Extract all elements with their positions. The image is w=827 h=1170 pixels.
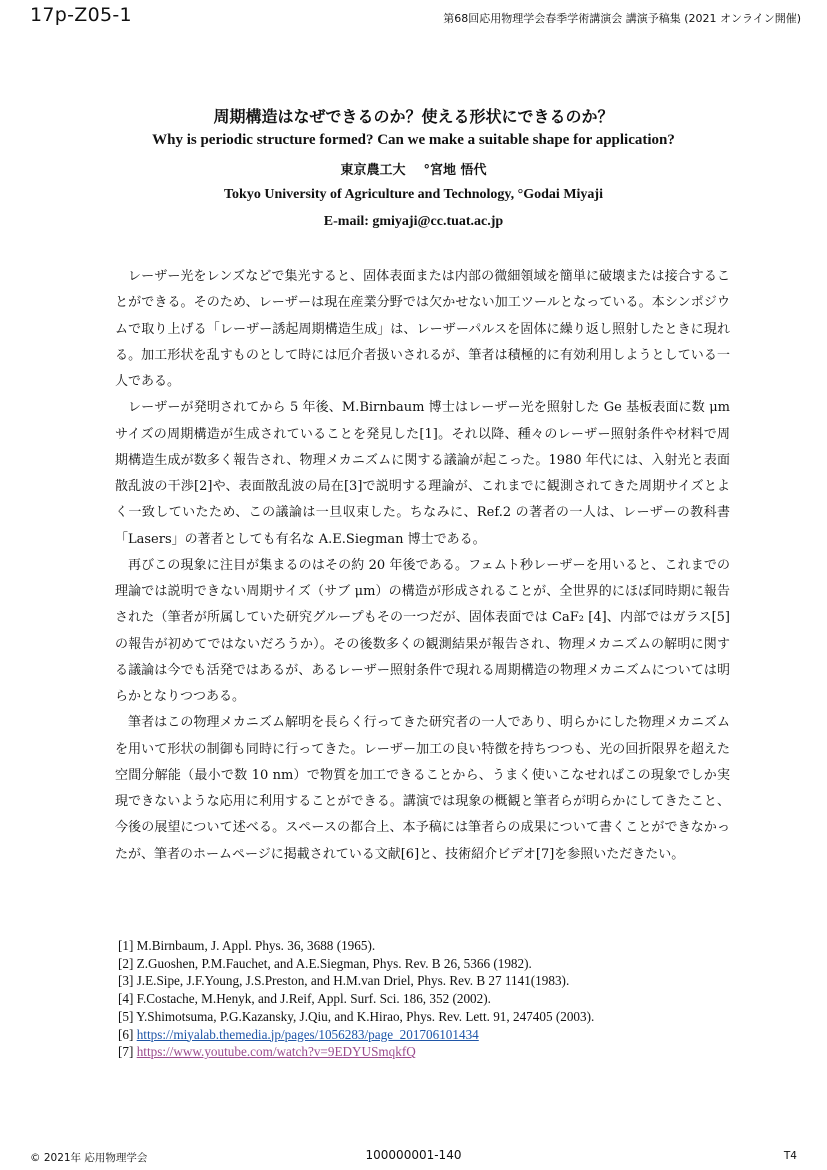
affiliation-jp: 東京農工大: [340, 163, 406, 178]
reference-item: [1] M.Birnbaum, J. Appl. Phys. 36, 3688 (1965).: [118, 938, 376, 953]
email: E-mail: gmiyaji@cc.tuat.ac.jp: [323, 214, 504, 229]
paragraph: レーザー光をレンズなどで集光すると、固体表面または内部の微細領域を簡単に破壊または接合することができる。そのため、レーザーは現在産業分野では欠かせない加工ツールとなっている。本シンポジウムで取り上げる「レーザー誘起周期構造生成」は、レーザーパルスを固体に繰り返し照射したときに現れる。加工形状を乱すものとして時には厄介者扱いされるが、筆者は積極的に有効利用しようとしている一人である。: [115, 269, 730, 389]
track-label: T4: [783, 1150, 797, 1162]
reference-item: [2] Z.Guoshen, P.M.Fauchet, and A.E.Siegman, Phys. Rev. B 26, 5366 (1982).: [118, 955, 532, 971]
title-english: Why is periodic structure formed? Can we make a suitable shape for application?: [152, 132, 675, 148]
document-number: 100000001-140: [365, 1148, 462, 1162]
affiliation-english: Tokyo University of Agriculture and Technology, °Godai Miyaji: [224, 187, 603, 202]
reference-list: [118, 937, 738, 1061]
title-japanese: 周期構造はなぜできるのか？使える形状にできるのか？: [213, 107, 614, 126]
reference-item: [118, 1026, 738, 1044]
paragraph: 再びこの現象に注目が集まるのはその約 20 年後である。フェムト秒レーザーを用いると、これまでの理論では説明できない周期サイズ（サブ μm）の構造が形成されることが、全世界的にほぼ同時期に報告された（筆者が所属していた研究グループもその一つだが、固体表面では CaF₂ [4]、内部ではガラス[5]の報告が初めてではないだろうか）。その後数多くの観測結果が報告され、物理メカニズムの解明に関する議論は今でも活発ではあるが、あるレーザー照射条件で現れる周期構造の物理メカニズムについては明らかとなりつつある。: [115, 557, 730, 704]
reference-number: [7]: [118, 1044, 134, 1060]
conference-name: 第68回応用物理学会春季学術講演会 講演予稿集 (2021 オンライン開催): [443, 12, 801, 25]
reference-item: [4] F.Costache, M.Henyk, and J.Reif, Appl. Surf. Sci. 186, 352 (2002).: [118, 991, 491, 1007]
author-name-jp: °宮地 悟代: [423, 163, 487, 178]
reference-number: [6]: [118, 1026, 134, 1042]
authors-japanese: [0, 159, 827, 178]
body-text: [115, 264, 730, 868]
homepage-link[interactable]: https://miyalab.themedia.jp/pages/1056283/page_201706101434: [136, 1026, 479, 1042]
reference-item: [118, 1043, 738, 1061]
paragraph: 筆者はこの物理メカニズム解明を長らく行ってきた研究者の一人であり、明らかにした物理メカニズムを用いて形状の制御も同時に行ってきた。レーザー加工の良い特徴を持ちつつも、光の回折限界を超えた空間分解能（最小で数 10 nm）で物質を加工できることから、うまく使いこなせればこの現象でしか実現できないような応用に利用することができる。講演では現象の概観と筆者らが明らかにしてきたこと、今後の展望について述べる。スペースの都合上、本予稿には筆者らの成果について書くことができなかったが、筆者のホームページに掲載されている文献[6]と、技術紹介ビデオ[7]を参照いただきたい。: [115, 715, 730, 862]
paper-id: 17p-Z05-1: [30, 4, 132, 26]
paragraph: レーザーが発明されてから 5 年後、M.Birnbaum 博士はレーザー光を照射した Ge 基板表面に数 μm サイズの周期構造が生成されていることを発見した[1]。それ以降、種々のレーザー照射条件や材料で周期構造生成が数多く報告され、物理メカニズムに関する議論が起こった。1980 年代には、入射光と表面散乱波の干渉[2]や、表面散乱波の局在[3]で説明する理論が、これまでに観測されてきた周期サイズとよく一致していたため、この議論は一旦収束した。ちなみに、Ref.2 の著者の一人は、レーザーの教科書「Lasers」の著者としても有名な A.E.Siegman 博士である。: [115, 400, 730, 547]
video-link[interactable]: https://www.youtube.com/watch?v=9EDYUSmqkfQ: [136, 1044, 416, 1060]
reference-item: [3] J.E.Sipe, J.F.Young, J.S.Preston, and H.M.van Driel, Phys. Rev. B 27 1141(1983).: [118, 973, 570, 989]
copyright: © 2021年 応用物理学会: [30, 1152, 148, 1164]
reference-item: [5] Y.Shimotsuma, P.G.Kazansky, J.Qiu, and K.Hirao, Phys. Rev. Lett. 91, 247405 (2003).: [118, 1008, 595, 1024]
